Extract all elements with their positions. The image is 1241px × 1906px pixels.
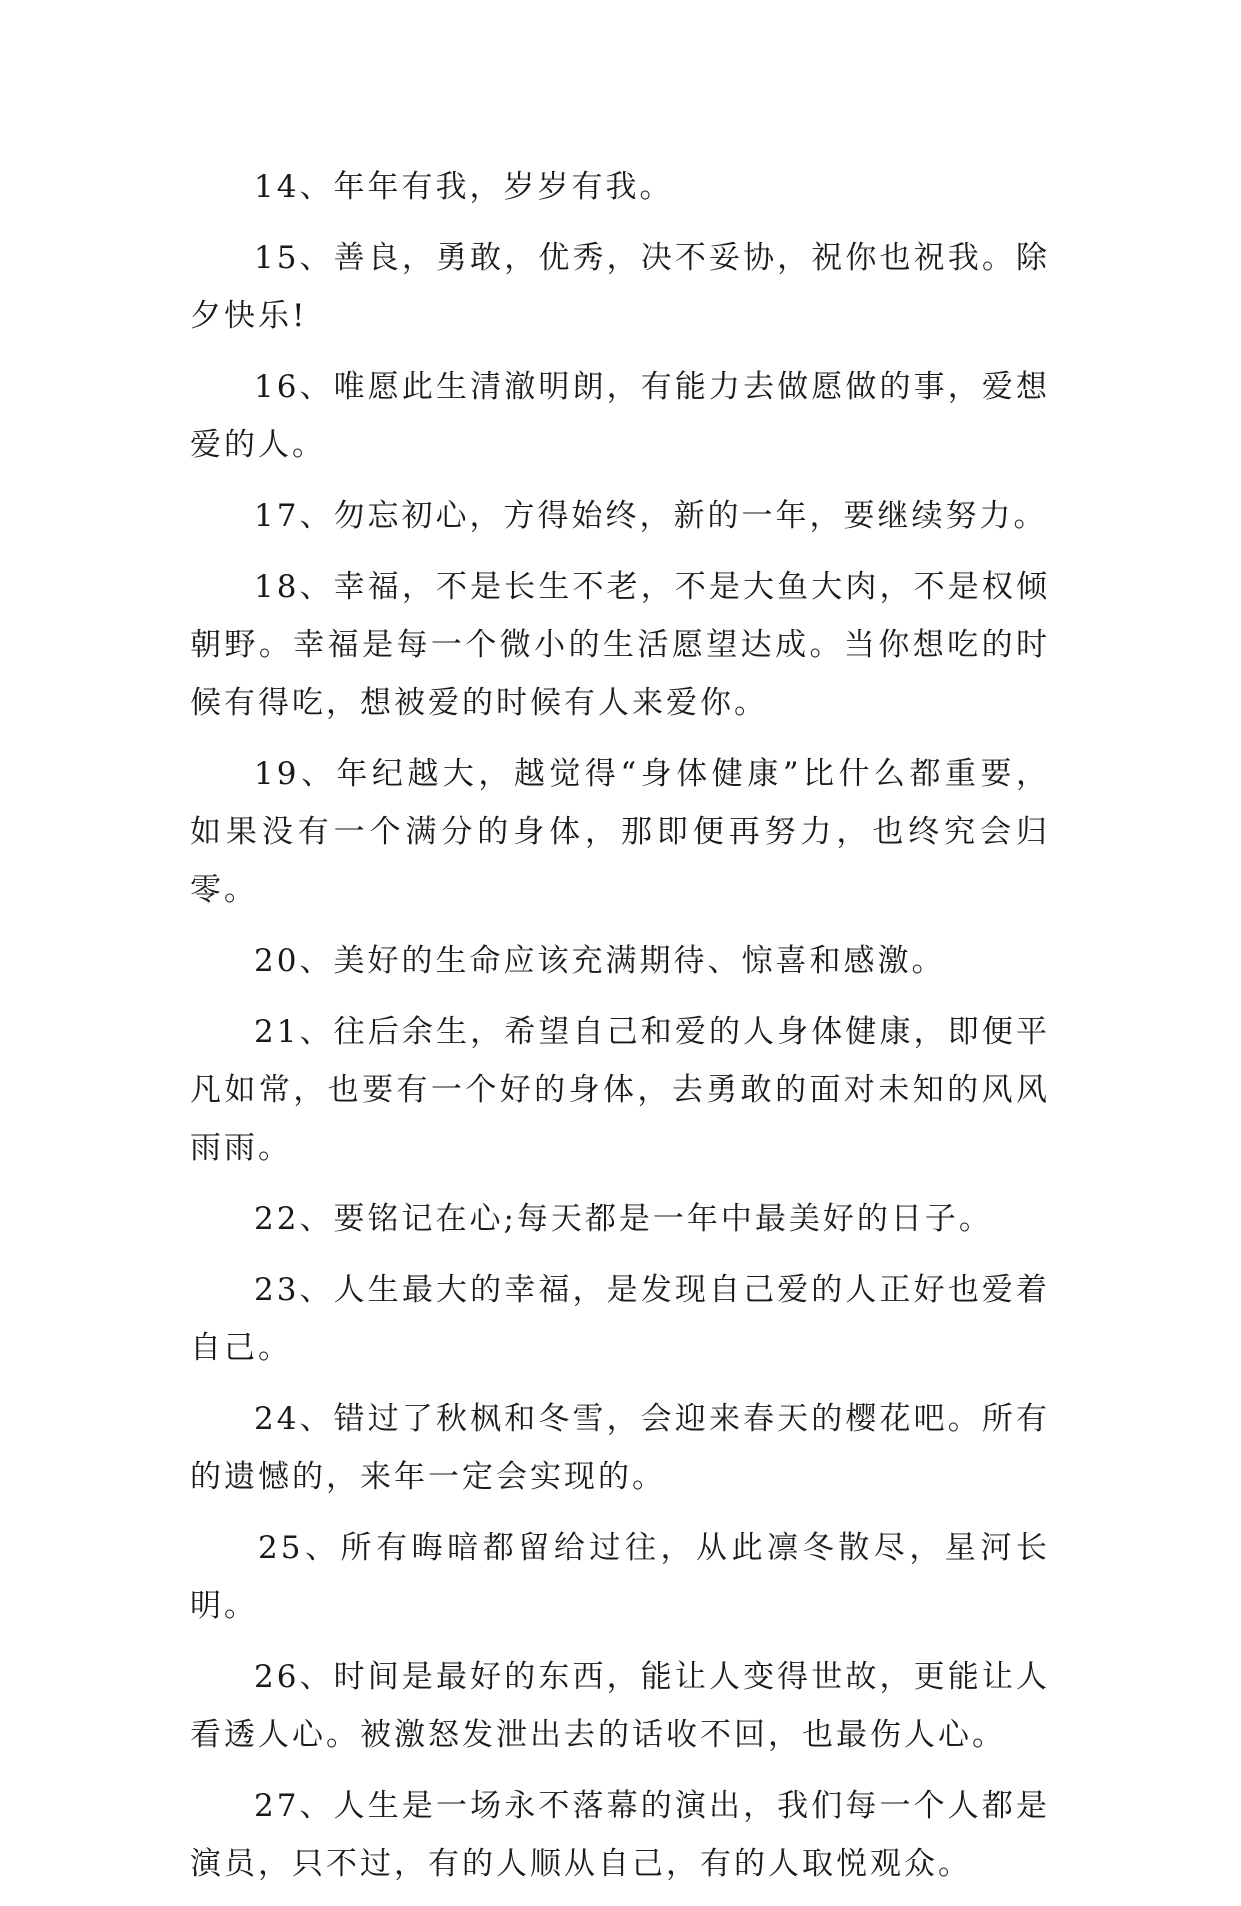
paragraph-16: 16、唯愿此生清澈明朗，有能力去做愿做的事，爱想爱的人。 bbox=[190, 369, 1050, 463]
paragraph-19: 19、年纪越大，越觉得“身体健康”比什么都重要，如果没有一个满分的身体，那即便再努力，也终究会归零。 bbox=[190, 756, 1050, 908]
paragraph-17: 17、勿忘初心，方得始终，新的一年，要继续努力。 bbox=[254, 498, 1048, 534]
paragraph-21: 21、往后余生，希望自己和爱的人身体健康，即便平凡如常，也要有一个好的身体，去勇敢的面对未知的风风雨雨。 bbox=[190, 1014, 1050, 1166]
paragraph-20: 20、美好的生命应该充满期待、惊喜和感激。 bbox=[254, 943, 946, 979]
paragraph-22: 22、要铭记在心;每天都是一年中最美好的日子。 bbox=[254, 1201, 993, 1237]
paragraph-14: 14、年年有我，岁岁有我。 bbox=[254, 169, 674, 205]
paragraph-15: 15、善良，勇敢，优秀，决不妥协，祝你也祝我。除夕快乐! bbox=[190, 240, 1050, 334]
paragraph-24: 24、错过了秋枫和冬雪，会迎来春天的樱花吧。所有的遗憾的，来年一定会实现的。 bbox=[190, 1401, 1050, 1495]
document-body bbox=[190, 158, 1050, 1906]
paragraph-25: 25、所有晦暗都留给过往，从此凛冬散尽，星河长明。 bbox=[190, 1530, 1050, 1624]
paragraph-27: 27、人生是一场永不落幕的演出，我们每一个人都是演员，只不过，有的人顺从自己，有的人取悦观众。 bbox=[190, 1788, 1050, 1882]
paragraph-18: 18、幸福，不是长生不老，不是大鱼大肉，不是权倾朝野。幸福是每一个微小的生活愿望达成。当你想吃的时候有得吃，想被爱的时候有人来爱你。 bbox=[190, 569, 1050, 721]
paragraph-23: 23、人生最大的幸福，是发现自己爱的人正好也爱着自己。 bbox=[190, 1272, 1050, 1366]
paragraph-26: 26、时间是最好的东西，能让人变得世故，更能让人看透人心。被激怒发泄出去的话收不回，也最伤人心。 bbox=[190, 1659, 1050, 1753]
